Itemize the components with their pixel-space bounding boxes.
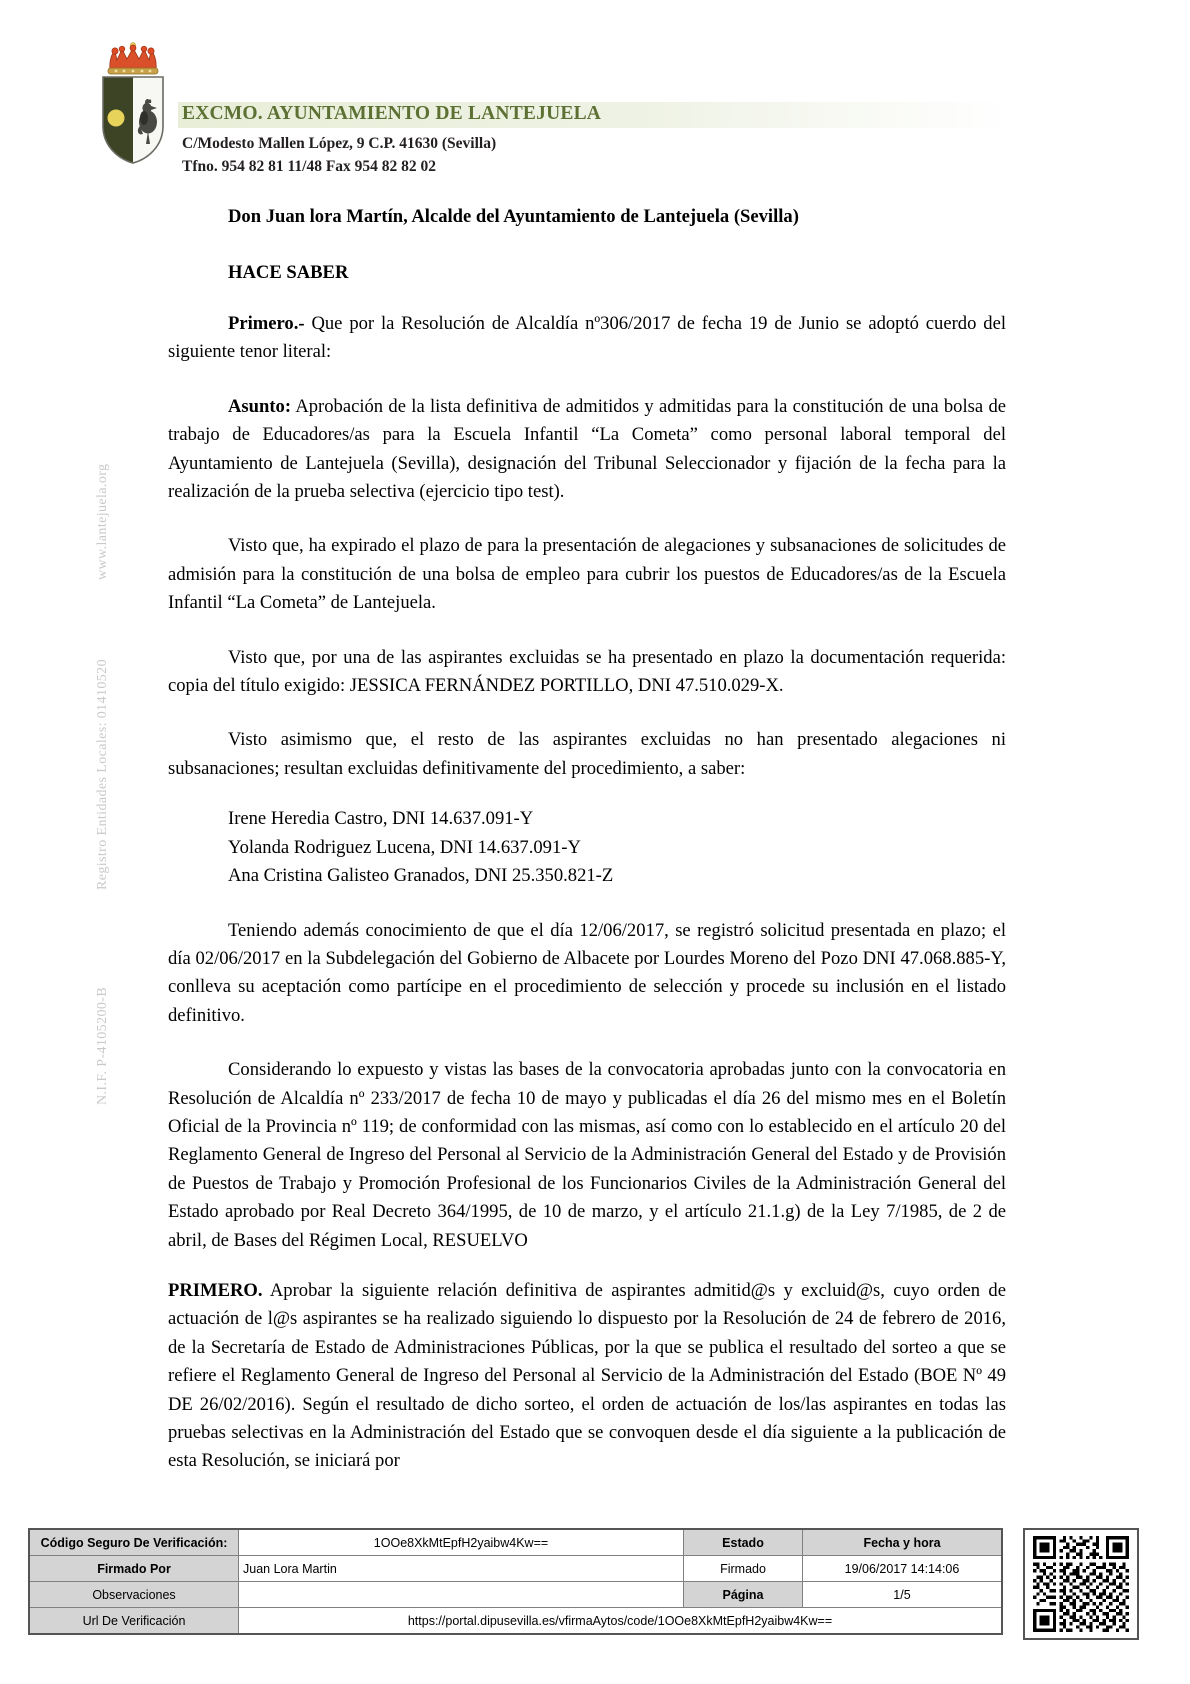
coat-of-arms-crest xyxy=(92,40,174,168)
sidebar-website-text: www.lantejuela.org xyxy=(95,463,110,580)
paragraph-primero-label: Primero.- xyxy=(228,313,305,334)
crown-icon xyxy=(104,42,162,76)
entity-name: EXCMO. AYUNTAMIENTO DE LANTEJUELA xyxy=(182,103,602,124)
pagina-value: 1/5 xyxy=(803,1582,1003,1608)
fecha-value: 19/06/2017 14:14:06 xyxy=(803,1556,1003,1582)
table-row xyxy=(29,1608,1002,1635)
paragraph-asunto-label: Asunto: xyxy=(228,395,292,417)
paragraph-primero-mayus xyxy=(168,1277,1006,1476)
firmado-por-value: Juan Lora Martin xyxy=(239,1556,684,1582)
estado-value: Firmado xyxy=(684,1556,803,1582)
csv-value: 1OOe8XkMtEpfH2yaibw4Kw== xyxy=(239,1529,684,1556)
entity-phone-line: Tfno. 954 82 81 11/48 Fax 954 82 82 02 xyxy=(182,158,437,175)
paragraph-primero-text: Que por la Resolución de Alcaldía nº306/2017 de fecha 19 de Junio se adoptó cuerdo del siguiente tenor literal: xyxy=(168,313,1006,363)
shield-icon xyxy=(100,74,166,166)
observaciones-label: Observaciones xyxy=(29,1582,239,1608)
paragraph-asunto xyxy=(168,393,1006,507)
document-body xyxy=(168,206,1006,1476)
document-heading: Don Juan lora Martín, Alcalde del Ayuntamiento de Lantejuela (Sevilla) xyxy=(228,206,799,227)
url-value[interactable]: https://portal.dipusevilla.es/vfirmaAytos/code/1OOe8XkMtEpfH2yaibw4Kw== xyxy=(239,1608,1003,1635)
document-subheading: HACE SABER xyxy=(228,262,349,283)
list-item: Ana Cristina Galisteo Granados, DNI 25.350.821-Z xyxy=(228,865,614,887)
list-item: Irene Heredia Castro, DNI 14.637.091-Y xyxy=(228,808,534,830)
paragraph-asunto-text: Aprobación de la lista definitiva de admitidos y admitidas para la constitución de una bolsa de trabajo de Educadores/as para la Escuela Infantil “La Cometa” como personal laboral temporal del Ayuntamiento de Lantejuela (Sevilla), designación del Tribunal Seleccionador y fijación de la fecha para la realización de la prueba selectiva (ejercicio tipo test). xyxy=(168,395,1006,503)
verification-table xyxy=(28,1528,1003,1635)
verification-footer xyxy=(28,1528,1163,1640)
estado-header: Estado xyxy=(684,1529,803,1556)
table-row xyxy=(29,1556,1002,1582)
paragraph-primero xyxy=(168,310,1006,367)
observaciones-value xyxy=(239,1582,684,1608)
pagina-label: Página xyxy=(684,1582,803,1608)
list-item: Yolanda Rodriguez Lucena, DNI 14.637.091-Y xyxy=(228,836,581,858)
document-header xyxy=(92,40,1012,175)
table-row xyxy=(29,1529,1002,1556)
paragraph-primero-mayus-text: Aprobar la siguiente relación definitiva de aspirantes admitid@s y excluid@s, cuyo orden de actuación de l@s aspirantes se ha realizado siguiendo lo dispuesto por la Resolución de 24 de febrero de 2016, de la Secretaría de Estado de Administraciones Públicas, por la que se publica el resultado del sorteo a que se refiere el Reglamento General de Ingreso del Personal al Servicio de la Administración del Estado (BOE Nº 49 DE 26/02/2016). Según el resultado de dicho sorteo, el orden de actuación de los/las aspirantes en todas las pruebas selectivas en la Administración del Estado que se convoquen desde el día siguiente a la publicación de esta Resolución, se iniciará por xyxy=(168,1279,1006,1472)
fecha-header: Fecha y hora xyxy=(803,1529,1003,1556)
sidebar-nif-text: N.I.F. P-4105200-B xyxy=(95,986,110,1105)
csv-label: Código Seguro De Verificación: xyxy=(29,1529,239,1556)
paragraph-teniendo: Teniendo además conocimiento de que el día 12/06/2017, se registró solicitud presentada en plazo; el día 02/06/2017 en la Subdelegación del Gobierno de Albacete por Lourdes Moreno del Pozo DNI 47.068.885-Y, conlleva su aceptación como partícipe en el procedimiento de selección y procede su inclusión en el listado definitivo. xyxy=(168,919,1006,1026)
table-row xyxy=(29,1582,1002,1608)
paragraph-visto-1: Visto que, ha expirado el plazo de para la presentación de alegaciones y subsanaciones de solicitudes de admisión para la constitución de una bolsa de empleo para cubrir los puestos de Educadores/as de la Escuela Infantil “La Cometa” de Lantejuela. xyxy=(168,535,1006,614)
qr-code-icon xyxy=(1033,1536,1129,1632)
url-label: Url De Verificación xyxy=(29,1608,239,1635)
paragraph-considerando: Considerando lo expuesto y vistas las bases de la convocatoria aprobadas junto con la convocatoria en Resolución de Alcaldía nº 233/2017 de fecha 10 de mayo y publicadas el día 26 del mismo mes en el Boletín Oficial de la Provincia nº 119; de conformidad con las mismas, así como con lo establecido en el artículo 20 del Reglamento General de Ingreso del Personal al Servicio de la Administración General del Estado y de Provisión de Puestos de Trabajo y Promoción Profesional de los Funcionarios Civiles de la Administración General del Estado aprobado por Real Decreto 364/1995, de 10 de marzo, y el artículo 21.1.g) de la Ley 7/1985, de 2 de abril, de Bases del Régimen Local, RESUELVO xyxy=(168,1059,1006,1251)
paragraph-visto-2: Visto que, por una de las aspirantes excluidas se ha presentado en plazo la documentación requerida: copia del título exigido: JESSICA FERNÁNDEZ PORTILLO, DNI 47.510.029-X. xyxy=(168,646,1006,697)
sidebar-registry-text: Registro Entidades Locales: 01410520 xyxy=(95,659,110,890)
firmado-por-label: Firmado Por xyxy=(29,1556,239,1582)
excluded-applicants-list xyxy=(168,805,1006,890)
paragraph-visto-3: Visto asimismo que, el resto de las aspirantes excluidas no han presentado alegaciones ni subsanaciones; resultan excluidas definitivamente del procedimiento, a saber: xyxy=(168,729,1006,779)
qr-code-container[interactable] xyxy=(1023,1528,1139,1640)
entity-address-line-1: C/Modesto Mallen López, 9 C.P. 41630 (Sevilla) xyxy=(182,135,497,152)
paragraph-primero-mayus-label: PRIMERO. xyxy=(168,1279,263,1301)
